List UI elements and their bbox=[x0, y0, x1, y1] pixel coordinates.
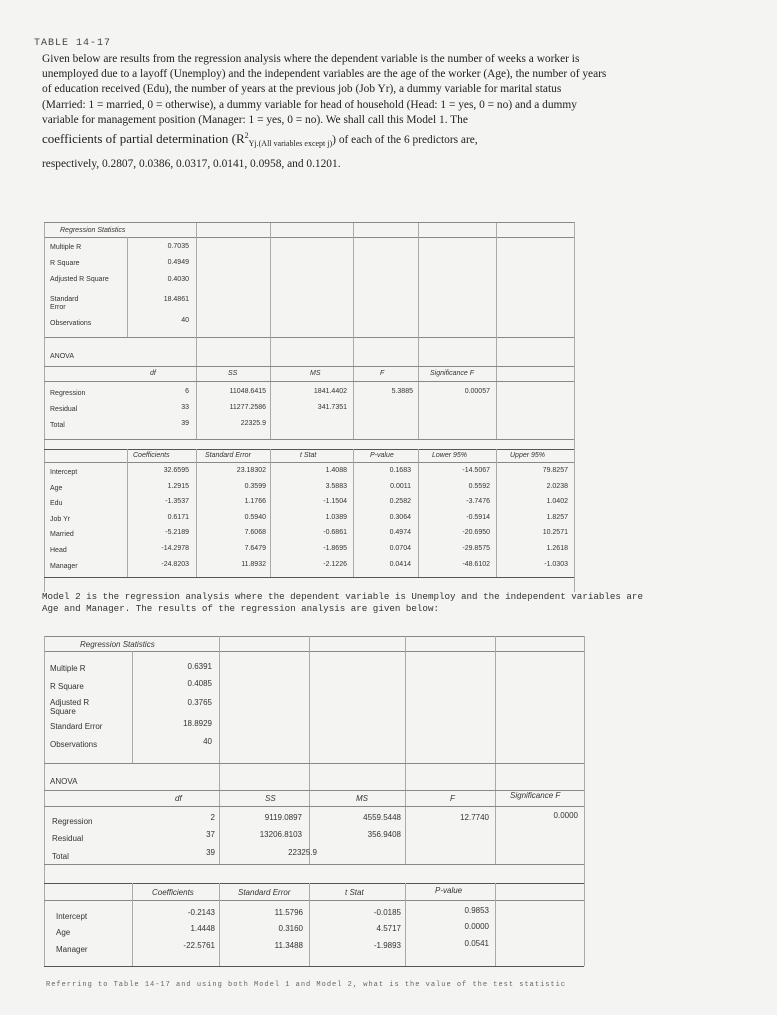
model2-anova-label: Residual bbox=[52, 834, 84, 843]
intro-text-3: respectively, 0.2807, 0.0386, 0.0317, 0.0141, 0.0958, and 0.1201. bbox=[42, 158, 341, 171]
model2-stat-label: R Square bbox=[50, 682, 84, 691]
model1-coef-p: 0.2582 bbox=[389, 498, 411, 506]
model2-anova-header: SS bbox=[265, 794, 276, 803]
model2-anova-ss: 13206.8103 bbox=[259, 830, 302, 839]
model1-anova-ms: 1841.4402 bbox=[313, 388, 347, 395]
model1-anova-df: 33 bbox=[181, 404, 189, 411]
model2-coef-header: Standard Error bbox=[238, 888, 291, 897]
model2-coef-se: 11.3488 bbox=[274, 941, 303, 950]
model1-anova-header: Significance F bbox=[430, 370, 474, 377]
model1-coef-t: 1.4088 bbox=[325, 467, 347, 474]
model2-anova-df: 37 bbox=[206, 830, 215, 839]
model1-coef-c: -24.8203 bbox=[161, 560, 189, 568]
model2-coef-se: 0.3160 bbox=[278, 924, 303, 933]
model1-coef-label: Age bbox=[50, 484, 63, 492]
model1-coef-p: 0.4974 bbox=[389, 529, 411, 537]
model1-coef-up: 2.0238 bbox=[546, 482, 568, 490]
model2-stat-label: Observations bbox=[50, 740, 98, 749]
intro-sub: Yj.(All variables except j) bbox=[248, 139, 333, 149]
model1-coef-se: 0.3599 bbox=[244, 482, 266, 490]
model2-anova-df: 2 bbox=[210, 813, 215, 822]
model1-coef-t: -0.6861 bbox=[323, 529, 347, 537]
model1-coef-p: 0.3064 bbox=[389, 513, 411, 521]
model1-coef-se: 11.8932 bbox=[241, 560, 266, 568]
model1-coef-lo: -20.6950 bbox=[462, 529, 490, 537]
model2-stat-value: 40 bbox=[203, 737, 212, 746]
model1-anova-df: 6 bbox=[185, 388, 189, 395]
model1-stat-value: 0.7035 bbox=[167, 243, 189, 250]
model1-coef-up: 1.0402 bbox=[546, 498, 568, 506]
model1-coef-t: -1.8695 bbox=[323, 545, 347, 552]
model1-coef-label: Head bbox=[50, 547, 67, 554]
model1-coef-t: 3.5883 bbox=[325, 482, 347, 490]
model1-coef-header: Upper 95% bbox=[510, 452, 546, 459]
model1-anova-header: SS bbox=[228, 370, 238, 377]
model2-stat-label: Multiple R bbox=[50, 664, 86, 673]
model2-coef-p: 0.0541 bbox=[464, 939, 489, 948]
model1-anova-header: MS bbox=[310, 370, 321, 377]
model1-coef-c: 1.2915 bbox=[167, 482, 189, 490]
model1-stat-label: Observations bbox=[50, 320, 92, 327]
model2-coef-value: -22.5761 bbox=[183, 941, 215, 950]
intro-text-2b: ) of each of the 6 predictors are, bbox=[332, 133, 478, 146]
model1-stat-label: Multiple R bbox=[50, 244, 82, 251]
table-label: TABLE 14-17 bbox=[34, 38, 112, 49]
model2-stat-value: 0.3765 bbox=[187, 698, 212, 707]
model2-anova-header: df bbox=[175, 794, 182, 803]
model2-anova-df: 39 bbox=[206, 848, 215, 857]
intro-sup: 2 bbox=[244, 131, 249, 141]
model1-anova-ss: 11048.6415 bbox=[229, 388, 266, 395]
model2-text-2: Age and Manager. The results of the regression analysis are given below: bbox=[42, 602, 439, 614]
model1-coef-label: Married bbox=[50, 531, 74, 539]
model1-coef-label: Edu bbox=[50, 500, 63, 508]
model2-coef-p: 0.0000 bbox=[464, 922, 489, 931]
model1-coef-p: 0.1683 bbox=[389, 467, 411, 474]
model1-coef-header: Standard Error bbox=[205, 452, 251, 459]
footer-question: Referring to Table 14-17 and using both Model 1 and Model 2, what is the value of the test statistic bbox=[46, 981, 567, 989]
model1-coef-p: 0.0011 bbox=[390, 482, 411, 490]
model1-coef-up: 1.8257 bbox=[546, 513, 568, 521]
model1-anova-label: Regression bbox=[50, 390, 86, 397]
model1-anova-df: 39 bbox=[181, 420, 189, 427]
model2-anova-label: Total bbox=[52, 852, 69, 861]
model2-stat-value: 0.4085 bbox=[187, 679, 212, 688]
model1-anova-title: ANOVA bbox=[50, 353, 74, 360]
model2-anova-ss: 22325.9 bbox=[288, 848, 317, 857]
model2-anova-ss: 9119.0897 bbox=[264, 813, 302, 822]
model1-coef-label: Job Yr bbox=[50, 515, 71, 523]
model1-coef-lo: 0.5592 bbox=[468, 482, 490, 490]
model1-anova-sig: 0.00057 bbox=[464, 388, 490, 395]
model2-anova-f: 12.7740 bbox=[460, 813, 489, 822]
model2-anova-header: MS bbox=[356, 794, 368, 803]
model1-coef-t: 1.0389 bbox=[325, 513, 347, 521]
model1-anova-ms: 341.7351 bbox=[317, 404, 347, 411]
model1-anova-header: df bbox=[150, 370, 156, 377]
model2-coef-value: 1.4448 bbox=[190, 924, 215, 933]
model1-coef-se: 7.6068 bbox=[244, 529, 266, 537]
model1-stat-value: 0.4949 bbox=[167, 259, 189, 266]
model1-coef-up: 10.2571 bbox=[542, 529, 568, 537]
model2-anova-header: F bbox=[450, 794, 455, 803]
model1-coef-p: 0.0414 bbox=[389, 560, 411, 568]
model2-coef-value: -0.2143 bbox=[187, 908, 215, 917]
model1-coef-se: 1.1766 bbox=[244, 498, 266, 506]
model1-anova-label: Residual bbox=[50, 406, 78, 413]
model1-coef-up: 1.2618 bbox=[546, 545, 568, 552]
model1-coef-lo: -14.5067 bbox=[462, 467, 490, 474]
model1-coef-header: Coefficients bbox=[133, 452, 170, 459]
model1-reg-stats-title: Regression Statistics bbox=[60, 227, 126, 234]
model2-coef-header: Coefficients bbox=[152, 888, 194, 897]
intro-text-1: Given below are results from the regression analysis where the dependent variable is the number of weeks a worker is unemployed due to a layoff (Unemploy) and the independent variables are the age of the worker (Age), the number of years of education received (Edu), the number of years at the previous job (Job Yr), a dummy variable for marital status (Married: 1 = married, 0 = otherwise), a dummy variable for head of household (Head: 1 = yes, 0 = no) and a dummy variable for management position (Manager: 1 = yes, 0 = no). We shall call this Model 1. The bbox=[42, 53, 607, 126]
model2-coef-label: Intercept bbox=[56, 912, 88, 921]
model2-anova-header: Significance F bbox=[510, 791, 561, 800]
model1-coef-t: -2.1226 bbox=[323, 560, 347, 568]
model2-anova-label: Regression bbox=[52, 817, 93, 826]
model1-stat-label: R Square bbox=[50, 260, 80, 267]
model1-coef-label: Intercept bbox=[50, 469, 78, 476]
model1-coef-header: Lower 95% bbox=[432, 452, 468, 459]
model2-coef-t: -0.0185 bbox=[373, 908, 401, 917]
model1-coef-header: P-value bbox=[370, 452, 394, 459]
model1-coef-up: -1.0303 bbox=[544, 560, 568, 568]
model1-coef-lo: -0.5914 bbox=[466, 513, 490, 521]
model1-stat-value: 40 bbox=[181, 317, 189, 324]
model2-coef-label: Manager bbox=[56, 945, 88, 954]
model2-reg-stats-title: Regression Statistics bbox=[80, 640, 155, 649]
model1-stat-value: 18.4861 bbox=[163, 296, 189, 303]
model2-coef-se: 11.5796 bbox=[274, 908, 303, 917]
model1-coef-label: Manager bbox=[50, 562, 78, 570]
model1-coef-c: 32.6595 bbox=[163, 467, 189, 474]
model1-coef-c: -1.3537 bbox=[165, 498, 189, 506]
model1-coef-se: 0.5940 bbox=[244, 513, 266, 521]
model1-anova-header: F bbox=[380, 370, 385, 377]
model1-coef-header: t Stat bbox=[300, 452, 317, 459]
model1-anova-f: 5.3885 bbox=[391, 388, 413, 395]
model1-stat-label: Standard Error bbox=[50, 296, 79, 311]
model1-coef-se: 23.18302 bbox=[236, 467, 266, 474]
model2-stat-label: Standard Error bbox=[50, 722, 103, 731]
model2-text-1: Model 2 is the regression analysis where the dependent variable is Unemploy and the independent variables are bbox=[42, 591, 643, 602]
model1-coef-se: 7.6479 bbox=[244, 545, 266, 552]
model1-anova-ss: 11277.2586 bbox=[229, 404, 266, 411]
model1-stat-value: 0.4030 bbox=[167, 276, 189, 283]
model2-anova-ms: 4559.5448 bbox=[363, 813, 401, 822]
model2-coef-t: 4.5717 bbox=[376, 924, 401, 933]
model2-stat-label: Adjusted R Square bbox=[50, 698, 90, 716]
model2-stat-value: 18.8929 bbox=[183, 719, 212, 728]
model1-anova-ss: 22325.9 bbox=[240, 420, 266, 427]
model2-coef-header: P-value bbox=[435, 886, 463, 895]
model2-coef-p: 0.9853 bbox=[464, 906, 489, 915]
model1-anova-label: Total bbox=[50, 422, 65, 429]
model1-coef-lo: -29.8575 bbox=[462, 545, 490, 552]
model1-coef-c: -14.2978 bbox=[161, 545, 189, 552]
model2-coef-t: -1.9893 bbox=[373, 941, 401, 950]
model2-anova-ms: 356.9408 bbox=[367, 830, 401, 839]
model1-coef-c: 0.6171 bbox=[167, 513, 189, 521]
model1-stat-label: Adjusted R Square bbox=[50, 276, 109, 283]
model1-coef-c: -5.2189 bbox=[165, 529, 189, 537]
model2-anova-title: ANOVA bbox=[50, 777, 78, 786]
model2-coef-header: t Stat bbox=[345, 888, 364, 897]
model2-stat-value: 0.6391 bbox=[187, 662, 212, 671]
model1-coef-p: 0.0704 bbox=[389, 545, 411, 552]
model1-coef-t: -1.1504 bbox=[323, 498, 347, 506]
model1-coef-up: 79.8257 bbox=[542, 467, 568, 474]
intro-text-2a: coefficients of partial determination (R bbox=[42, 130, 245, 146]
model1-coef-lo: -48.6102 bbox=[462, 560, 490, 568]
model2-anova-sig: 0.0000 bbox=[553, 811, 578, 820]
model2-coef-label: Age bbox=[56, 928, 71, 937]
model1-coef-lo: -3.7476 bbox=[466, 498, 490, 506]
